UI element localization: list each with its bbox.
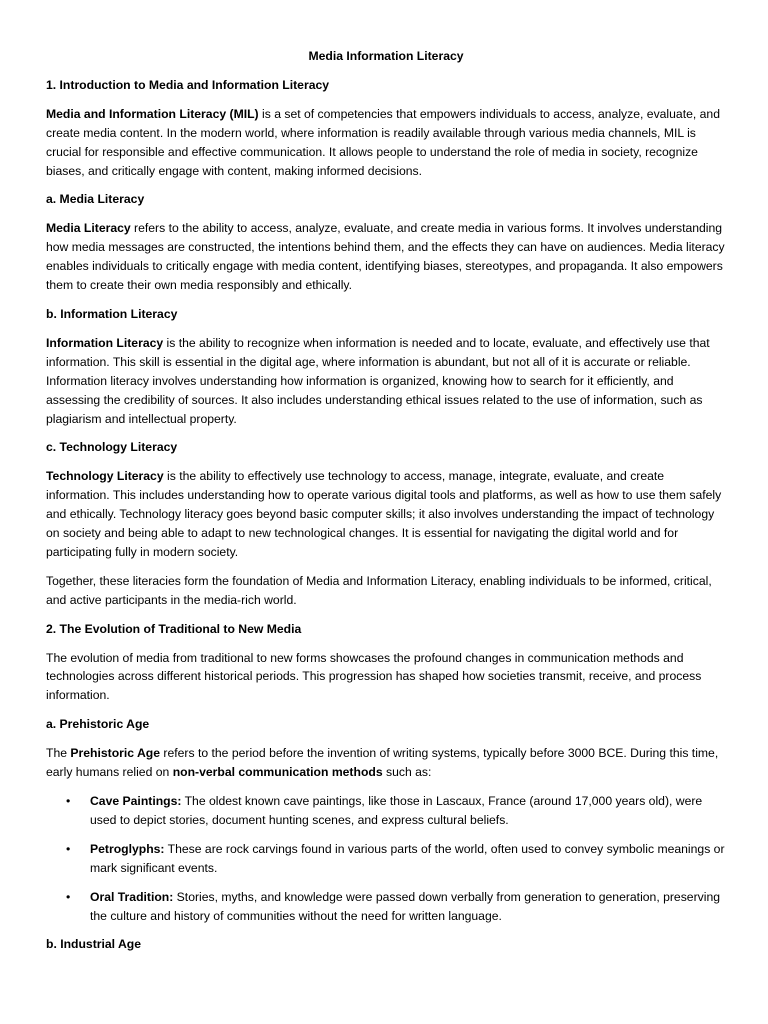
media-literacy-paragraph [46, 219, 726, 295]
together-paragraph: Together, these literacies form the foundation of Media and Information Literacy, enabling individuals to be informed, critical, and active participants in the media-rich world. [46, 573, 712, 607]
prehistoric-text-3: such as: [382, 765, 432, 780]
bullet-icon: • [66, 841, 71, 856]
list-item-term: Cave Paintings: [90, 794, 182, 808]
bullet-icon: • [66, 889, 71, 904]
section-1-heading: 1. Introduction to Media and Information Literacy [46, 77, 330, 92]
media-literacy-term: Media Literacy [46, 221, 131, 236]
media-literacy-heading: a. Media Literacy [46, 192, 145, 207]
section-2-heading: 2. The Evolution of Traditional to New Media [46, 621, 302, 636]
list-item-petroglyphs [46, 840, 726, 878]
information-literacy-paragraph [46, 334, 726, 429]
document-page [46, 47, 726, 964]
technology-literacy-paragraph [46, 467, 726, 562]
mil-intro-paragraph [46, 105, 726, 181]
prehistoric-text-2: refers to the period before the invention of writing systems, typically before 3000 BCE. During this time, early humans relied on [46, 746, 719, 780]
technology-literacy-heading: c. Technology Literacy [46, 440, 178, 455]
evolution-intro-paragraph: The evolution of media from traditional to new forms showcases the profound changes in communication methods and technologies across different historical periods. This progression has shaped how societies transmit, receive, and process information. [46, 650, 702, 703]
prehistoric-age-paragraph [46, 744, 726, 782]
technology-literacy-text: is the ability to effectively use technology to access, manage, integrate, evaluate, and create information. This includes understanding how to operate various digital tools and platforms, as well as how to use them safely and ethically. Technology literacy goes beyond basic computer skills; it also involves understanding the impact of technology on society and being able to adapt to new technological changes. It is essential for navigating the digital world and for participating fully in modern society. [46, 469, 722, 559]
list-item-oral-tradition [46, 888, 726, 926]
list-item-text: Stories, myths, and knowledge were passed down verbally from generation to generation, preserving the culture and history of communities without the need for written language. [90, 889, 721, 923]
list-item-text: The oldest known cave paintings, like those in Lascaux, France (around 17,000 years old), were used to depict stories, document hunting scenes, and express cultural beliefs. [90, 794, 703, 827]
prehistoric-age-term: Prehistoric Age [70, 746, 161, 761]
document-title: Media Information Literacy [308, 49, 464, 63]
mil-term: Media and Information Literacy (MIL) [46, 106, 259, 121]
media-literacy-text: refers to the ability to access, analyze, evaluate, and create media in various forms. It involves understanding how media messages are constructed, the intentions behind them, and the effects they can have on audiences. Media literacy enables individuals to critically engage with media content, identifying biases, stereotypes, and propaganda. It also empowers them to create their own media responsibly and ethically. [46, 221, 725, 293]
prehistoric-methods-list [46, 792, 726, 925]
list-item-term: Oral Tradition: [90, 889, 174, 904]
list-item-text: These are rock carvings found in various parts of the world, often used to convey symbolic meanings or mark significant events. [90, 841, 725, 875]
information-literacy-text: is the ability to recognize when information is needed and to locate, evaluate, and effectively use that information. This skill is essential in the digital age, where information is abundant, but not all of it is accurate or reliable. Information literacy involves understanding how information is organized, knowing how to search for it efficiently, and assessing the credibility of sources. It also includes understanding ethical issues related to the use of information, such as plagiarism and intellectual property. [46, 335, 710, 426]
mil-intro-text: is a set of competencies that empowers individuals to access, analyze, evaluate, and create media content. In the modern world, where information is readily available through various media channels, MIL is crucial for responsible and effective communication. It allows people to understand the role of media in society, recognize biases, and critically engage with content, making informed decisions. [46, 106, 720, 178]
prehistoric-age-heading: a. Prehistoric Age [46, 717, 150, 732]
information-literacy-heading: b. Information Literacy [46, 306, 178, 321]
list-item-cave-paintings [46, 792, 726, 830]
information-literacy-term: Information Literacy [46, 335, 164, 350]
bullet-icon: • [66, 794, 71, 808]
list-item-term: Petroglyphs: [90, 841, 165, 856]
non-verbal-term: non-verbal communication methods [172, 765, 383, 780]
industrial-age-heading: b. Industrial Age [46, 937, 142, 952]
technology-literacy-term: Technology Literacy [46, 469, 164, 484]
prehistoric-text-1: The [46, 746, 71, 761]
